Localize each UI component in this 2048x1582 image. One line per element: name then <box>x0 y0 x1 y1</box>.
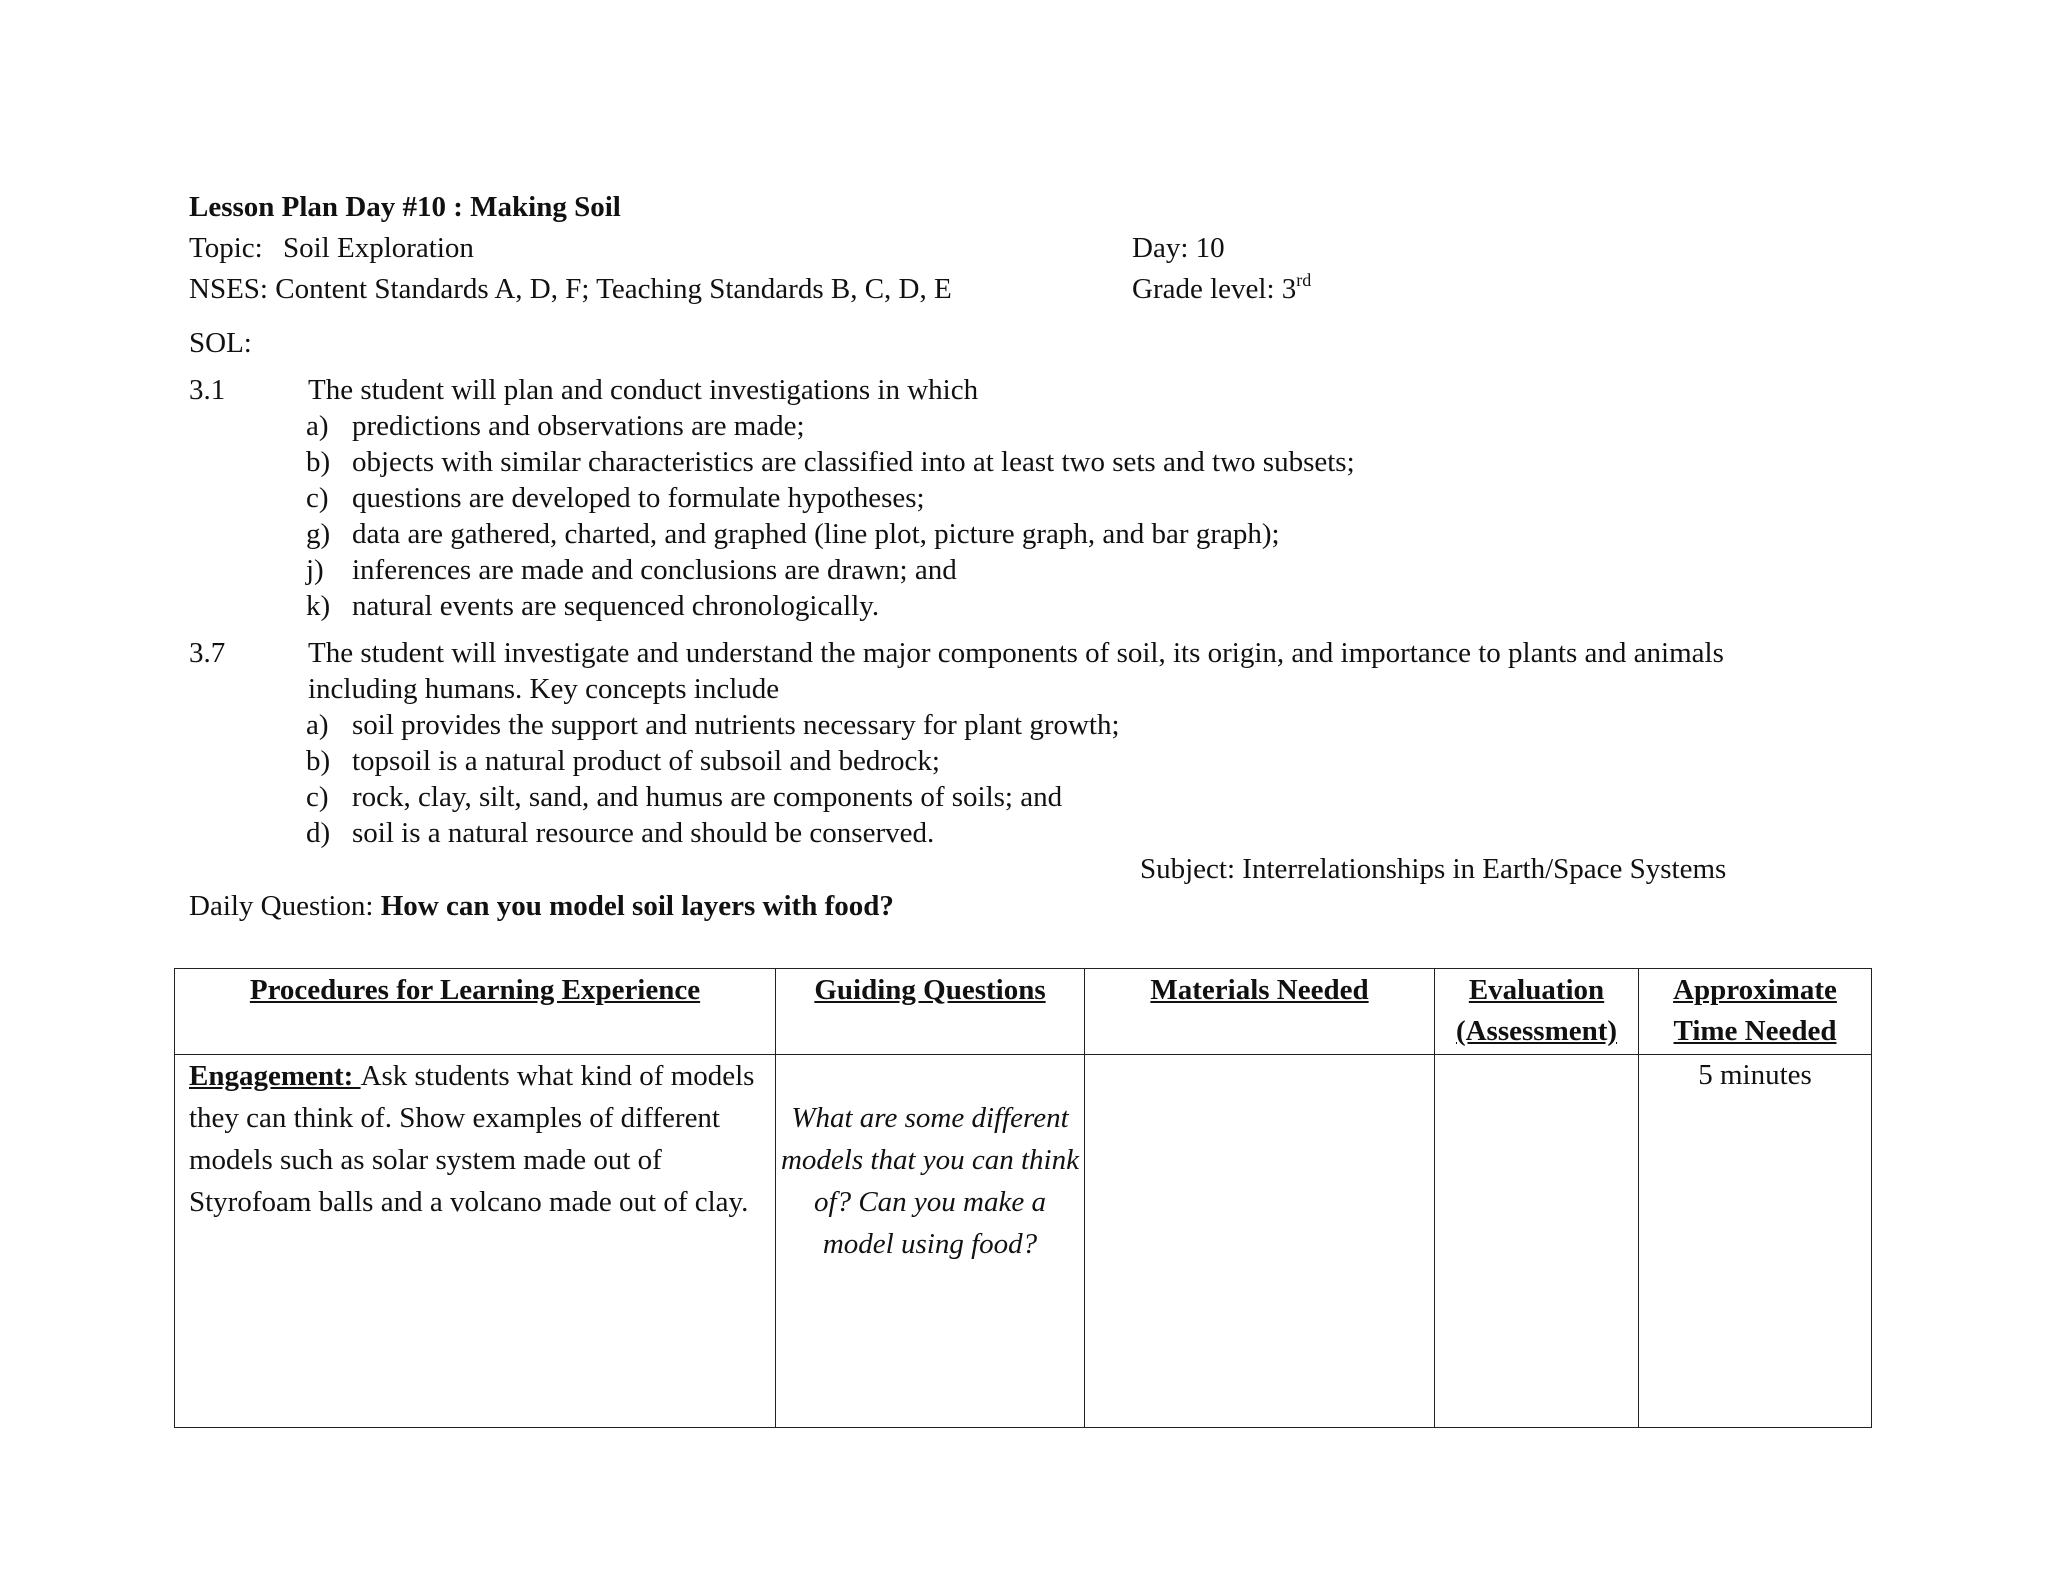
evaluation-cell <box>1435 1055 1639 1428</box>
sol-item-text: objects with similar characteristics are classified into at least two sets and two subsets; <box>352 446 1355 478</box>
sol-statement: The student will investigate and understand the major components of soil, its origin, and importance to plants and animals <box>308 637 1724 669</box>
header-evaluation: Evaluation (Assessment) <box>1435 969 1639 1055</box>
header-materials: Materials Needed <box>1085 969 1435 1055</box>
nses-value: Content Standards A, D, F; Teaching Standards B, C, D, E <box>275 273 952 305</box>
day-label: Day: <box>1132 232 1189 264</box>
sol-item-text: inferences are made and conclusions are drawn; and <box>352 554 957 586</box>
sol-number: 3.1 <box>189 374 226 406</box>
day-field <box>1132 234 1225 263</box>
table-row <box>175 1055 1872 1428</box>
grade-value: 3 <box>1281 273 1297 305</box>
sol-item-text: soil is a natural resource and should be conserved. <box>352 817 935 849</box>
sol-label: SOL: <box>189 327 252 359</box>
grade-label: Grade level: <box>1132 273 1275 305</box>
procedure-cell <box>175 1055 776 1428</box>
sol-item-text: questions are developed to formulate hypotheses; <box>352 482 925 514</box>
sol-item-letter: k) <box>306 590 331 622</box>
sol-item-letter: c) <box>306 482 329 514</box>
guiding-questions-cell: What are some different models that you can think of? Can you make a model using food? <box>776 1055 1085 1428</box>
sol-item-letter: g) <box>306 518 331 550</box>
grade-suffix: rd <box>1296 270 1312 290</box>
sol-item-letter: b) <box>306 745 331 777</box>
sol-item-letter: c) <box>306 781 329 813</box>
header-guiding-questions: Guiding Questions <box>776 969 1085 1055</box>
lesson-table <box>174 968 1872 1428</box>
sol-statement-cont: including humans. Key concepts include <box>308 673 780 705</box>
sol-number: 3.7 <box>189 637 226 669</box>
materials-cell <box>1085 1055 1435 1428</box>
daily-question <box>189 892 894 921</box>
sol-item-text: natural events are sequenced chronologically. <box>352 590 880 622</box>
topic-label: Topic: <box>189 232 263 264</box>
header-procedures: Procedures for Learning Experience <box>175 969 776 1055</box>
nses-field <box>189 275 952 304</box>
header-time: Approximate Time Needed <box>1639 969 1872 1055</box>
table-header-row <box>175 969 1872 1055</box>
sol-item-letter: a) <box>306 410 329 442</box>
nses-label: NSES: <box>189 273 268 305</box>
lesson-title: Lesson Plan Day #10 : Making Soil <box>189 191 621 223</box>
engagement-text: Ask students what kind of models they can think of. Show examples of different models such as solar system made out of Styrofoam balls and a volcano made out of clay. <box>189 1060 755 1218</box>
daily-question-text: How can you model soil layers with food? <box>380 890 894 922</box>
time-cell: 5 minutes <box>1639 1055 1872 1428</box>
subject-line: Subject: Interrelationships in Earth/Space Systems <box>1140 853 1727 885</box>
sol-item-letter: j) <box>306 554 324 586</box>
grade-field <box>1132 270 1312 305</box>
day-value: 10 <box>1195 232 1225 264</box>
engagement-label: Engagement: <box>189 1060 361 1092</box>
sol-item-text: predictions and observations are made; <box>352 410 805 442</box>
topic-value: Soil Exploration <box>283 232 474 264</box>
daily-question-label: Daily Question: <box>189 890 374 922</box>
sol-item-text: data are gathered, charted, and graphed (line plot, picture graph, and bar graph); <box>352 518 1280 550</box>
sol-item-text: soil provides the support and nutrients necessary for plant growth; <box>352 709 1120 741</box>
sol-item-text: topsoil is a natural product of subsoil and bedrock; <box>352 745 940 777</box>
sol-item-letter: a) <box>306 709 329 741</box>
sol-item-text: rock, clay, silt, sand, and humus are components of soils; and <box>352 781 1063 813</box>
sol-item-letter: b) <box>306 446 331 478</box>
sol-statement: The student will plan and conduct investigations in which <box>308 374 979 406</box>
sol-item-letter: d) <box>306 817 331 849</box>
